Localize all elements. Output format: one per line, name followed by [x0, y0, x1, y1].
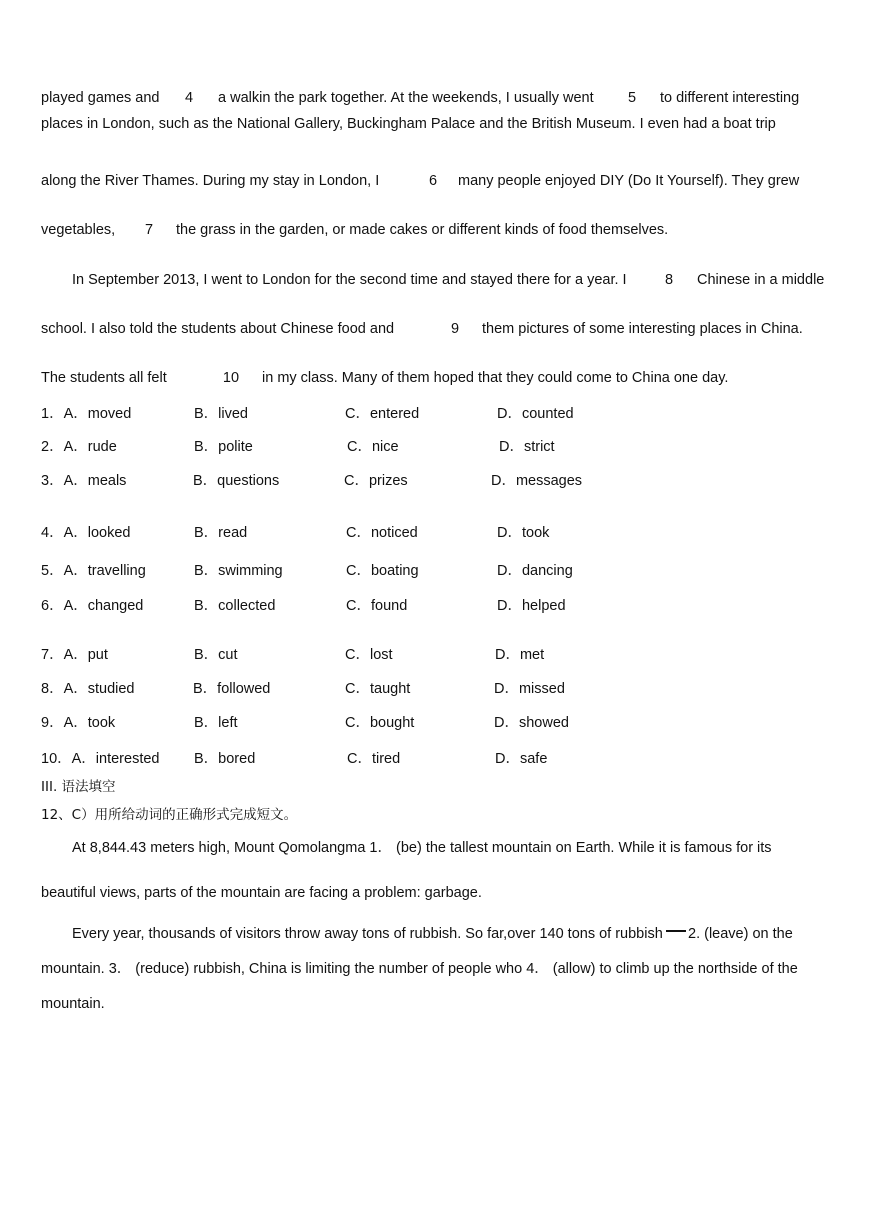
blank-dash — [666, 930, 686, 932]
passage-line-4b: the grass in the garden, or made cakes or different kinds of food themselves. — [176, 222, 669, 238]
q2-option-d: D．strict — [499, 439, 555, 455]
q6-option-d: D．helped — [497, 598, 566, 614]
q9-option-d: D．showed — [494, 715, 569, 731]
q9-option-c: C．bought — [345, 715, 415, 731]
q7-option-d: D．met — [495, 647, 545, 663]
grammar-p2-line3: mountain. — [41, 996, 105, 1012]
blank-7: 7 — [144, 222, 154, 238]
q3-option-c: C．prizes — [344, 473, 408, 489]
section-instruction: 12、C）用所给动词的正确形式完成短文。 — [41, 807, 298, 823]
passage-line-3a: along the River Thames. During my stay in London, I — [41, 173, 380, 189]
q1-option-a: 1．A．moved — [41, 406, 132, 422]
q9-option-a: 9．A．took — [41, 715, 116, 731]
q5-option-b: B．swimming — [194, 563, 283, 579]
section-heading: III. 语法填空 — [41, 779, 116, 795]
passage-line-7b: in my class. Many of them hoped that they could come to China one day. — [262, 370, 729, 386]
q9-option-b: B．left — [194, 715, 238, 731]
passage-line-1a: played games and — [41, 90, 160, 106]
blank-6: 6 — [428, 173, 438, 189]
q5-option-c: C．boating — [346, 563, 419, 579]
blank-10: 10 — [222, 370, 240, 386]
grammar-p2-line2: mountain. 3． (reduce) rubbish, China is limiting the number of people who 4． (allow) to climb up the northside of the — [41, 961, 798, 977]
passage-line-1b: a walkin the park together. At the weekends, I usually went — [218, 90, 594, 106]
q4-option-d: D．took — [497, 525, 550, 541]
q7-option-b: B．cut — [194, 647, 238, 663]
grammar-p2-line1a: Every year, thousands of visitors throw away tons of rubbish. So far,over 140 tons of rubbish — [72, 926, 663, 942]
q5-option-a: 5．A．travelling — [41, 563, 146, 579]
grammar-p1-line1: At 8,844.43 meters high, Mount Qomolangma 1． (be) the tallest mountain on Earth. While it is famous for its — [72, 840, 772, 856]
passage-line-7a: The students all felt — [41, 370, 167, 386]
q1-option-b: B．lived — [194, 406, 248, 422]
passage-line-3b: many people enjoyed DIY (Do It Yourself). They grew — [458, 173, 800, 189]
q7-option-c: C．lost — [345, 647, 393, 663]
blank-4: 4 — [184, 90, 194, 106]
q6-option-a: 6．A．changed — [41, 598, 144, 614]
q6-option-c: C．found — [346, 598, 408, 614]
q10-option-b: B．bored — [194, 751, 256, 767]
q8-option-c: C．taught — [345, 681, 411, 697]
q8-option-d: D．missed — [494, 681, 565, 697]
passage-line-4a: vegetables, — [41, 222, 116, 238]
q1-option-c: C．entered — [345, 406, 420, 422]
q6-option-b: B．collected — [194, 598, 276, 614]
q2-option-c: C．nice — [347, 439, 399, 455]
q4-option-c: C．noticed — [346, 525, 418, 541]
blank-5: 5 — [627, 90, 637, 106]
passage-line-5b: Chinese in a middle — [697, 272, 825, 288]
q10-option-a: 10．A．interested — [41, 751, 160, 767]
q3-option-b: B．questions — [193, 473, 280, 489]
q8-option-b: B．followed — [193, 681, 271, 697]
passage-line-6a: school. I also told the students about Chinese food and — [41, 321, 395, 337]
q1-option-d: D．counted — [497, 406, 574, 422]
passage-line-5a: In September 2013, I went to London for the second time and stayed there for a year. I — [72, 272, 627, 288]
grammar-p2-line1b: 2. (leave) on the — [688, 926, 793, 942]
q3-option-d: D．messages — [491, 473, 583, 489]
passage-line-1c: to different interesting — [660, 90, 800, 106]
q5-option-d: D．dancing — [497, 563, 573, 579]
blank-8: 8 — [664, 272, 674, 288]
q3-option-a: 3．A．meals — [41, 473, 127, 489]
q4-option-b: B．read — [194, 525, 248, 541]
q10-option-c: C．tired — [347, 751, 401, 767]
q10-option-d: D．safe — [495, 751, 548, 767]
q4-option-a: 4．A．looked — [41, 525, 131, 541]
passage-line-6b: them pictures of some interesting places in China. — [482, 321, 803, 337]
grammar-p1-line2: beautiful views, parts of the mountain are facing a problem: garbage. — [41, 885, 482, 901]
blank-9: 9 — [450, 321, 460, 337]
q2-option-b: B．polite — [194, 439, 253, 455]
q8-option-a: 8．A．studied — [41, 681, 135, 697]
q2-option-a: 2．A．rude — [41, 439, 117, 455]
q7-option-a: 7．A．put — [41, 647, 108, 663]
passage-line-2: places in London, such as the National Gallery, Buckingham Palace and the British Museum. I even had a boat trip — [41, 116, 776, 132]
